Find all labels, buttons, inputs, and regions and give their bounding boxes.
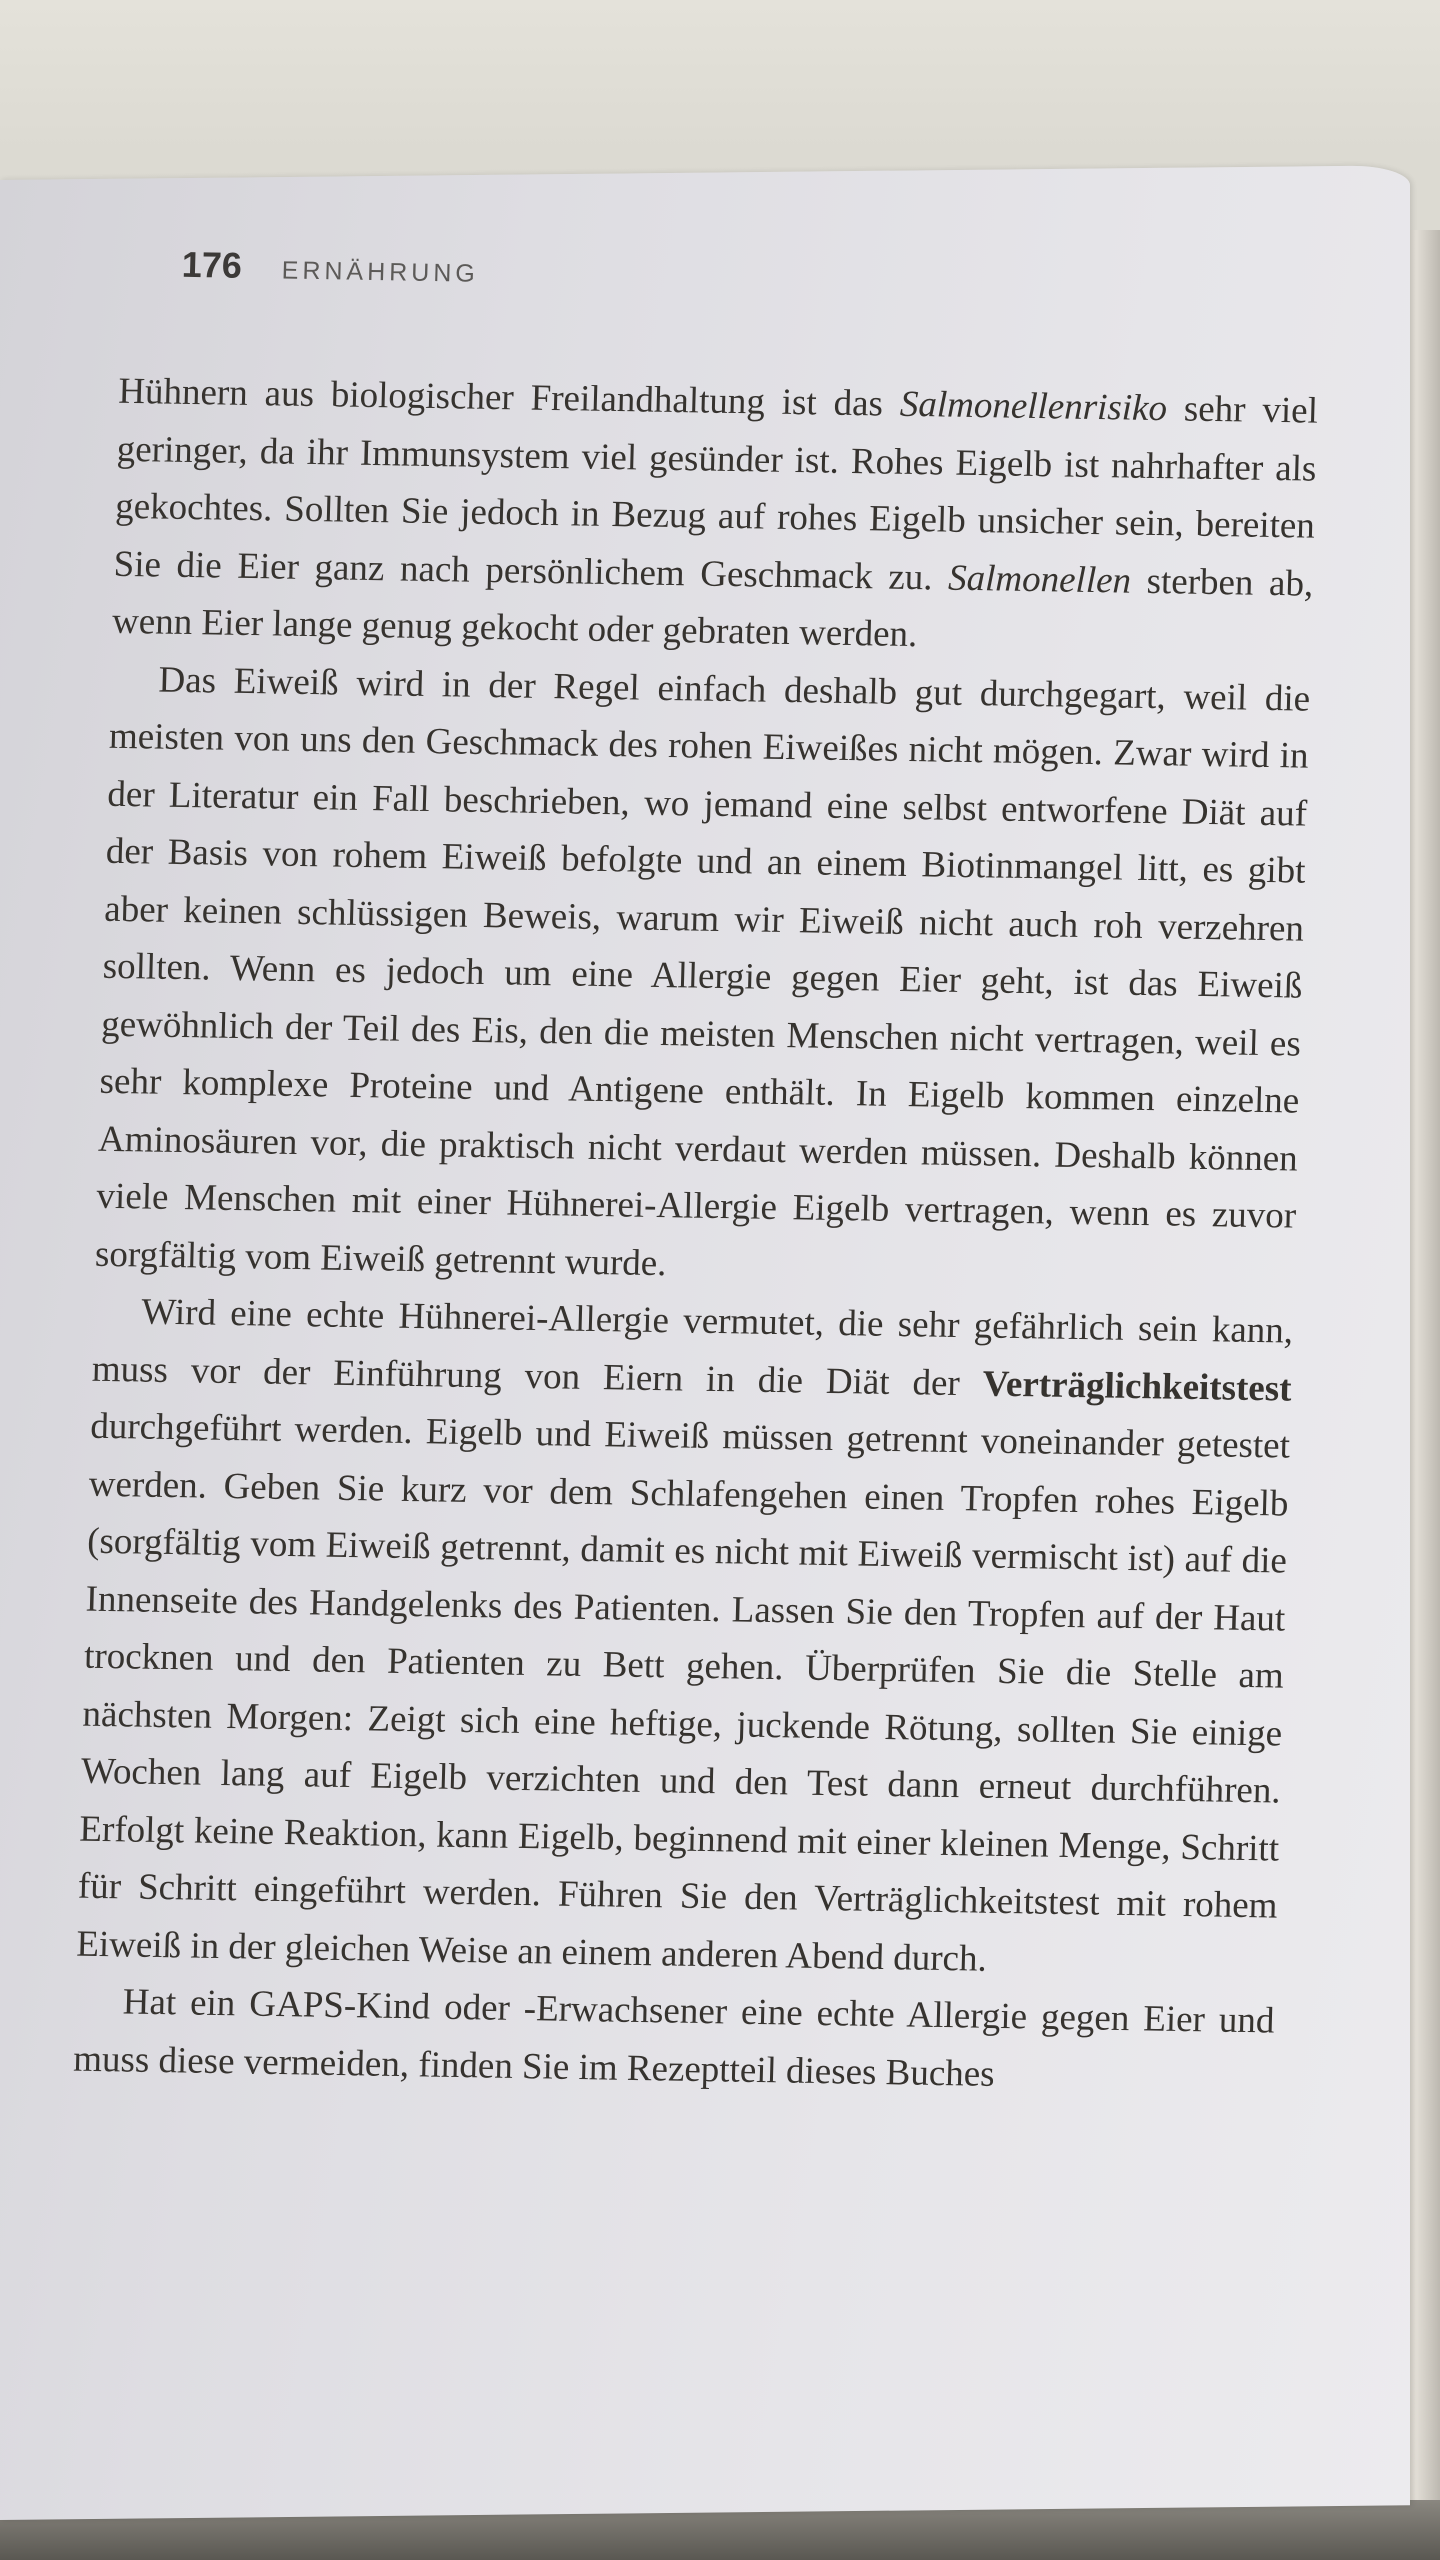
text-segment: Wird eine echte Hühnerei-Allergie vermutet, die sehr gefährlich sein kann, muss vor der Einführung von Eiern in die Diät der [91,1291,1294,1404]
text-segment: Hühnern aus biologischer Freilandhaltung ist das [117,370,901,425]
running-header [181,244,480,309]
paragraph-1 [111,363,1318,670]
text-segment: sterben ab, wenn Eier lange genug gekocht oder gebraten werden. [111,560,1314,656]
book-page [0,165,1410,2520]
text-segment: durchgeführt werden. Eigelb und Eiweiß müssen getrennt voneinander getestet werden. Geben Sie kurz vor dem Schlafengehen einen Tropfen rohes Eigelb (sorgfältig vom Eiweiß getrennt, damit es nicht mit Eiweiß vermischt ist) auf die Innenseite des Handgelenks des Patienten. Lassen Sie den Tropfen auf der Haut trocknen und den Patienten zu Bett gehen. Überprüfen Sie die Stelle am nächsten Morgen: Zeigt sich eine heftige, juckende Rötung, sollten Sie einige Wochen lang auf Eigelb verzichten und den Test dann erneut durchführen. Erfolgt keine Reaktion, kann Eigelb, beginnend mit einer kleinen Menge, Schritt für Schritt eingeführt werden. Führen Sie den Verträglichkeitstest mit rohem Eiweiß in der gleichen Weise an einem anderen Abend durch. [75,1405,1291,1980]
paragraph-3 [76,1283,1294,1993]
text-segment: sehr viel geringer, da ihr Immunsystem viel gesünder ist. Rohes Eigelb ist nahrhafter als gekochtes. Sollten Sie jedoch in Bezug auf rohes Eigelb unsicher sein, bereiten Sie die Eier ganz nach persönlichem Geschmack zu. [113,388,1319,599]
body-text [72,363,1318,2108]
text-segment: Hat ein GAPS-Kind oder -Erwachsener eine echte Allergie gegen Eier und muss diese vermeiden, finden Sie im Rezeptteil dieses Buches [72,1981,1275,2095]
text-segment: Das Eiweiß wird in der Regel einfach deshalb gut durchgegart, weil die meisten von uns den Geschmack des rohen Eiweißes nicht mögen. Zwar wird in der Literatur ein Fall beschrieben, wo jemand eine selbst entworfene Diät auf der Basis von rohem Eiweiß befolgte und an einem Biotinmangel litt, es gibt aber keinen schlüssigen Beweis, warum wir Eiweiß nicht auch roh verzehren sollten. Wenn es jedoch um eine Allergie gegen Eier geht, ist das Eiweiß gewöhnlich der Teil des Eis, den die meisten Menschen nicht vertragen, weil es sehr komplexe Proteine und Antigene enthält. In Eigelb kommen einzelne Aminosäuren vor, die praktisch nicht verdaut werden müssen. Deshalb können viele Menschen mit einer Hühnerei-Allergie Eigelb vertragen, wenn es zuvor sorgfältig vom Eiweiß getrennt wurde. [94,659,1311,1284]
paragraph-4 [72,1973,1275,2108]
text-segment-bold: Verträglichkeitstest [982,1362,1293,1410]
text-segment-italic: Salmonellen [947,557,1132,602]
page-number: 176 [181,243,243,286]
paragraph-2 [94,650,1311,1302]
section-title: ERNÄHRUNG [281,256,480,288]
text-segment-italic: Salmonellenrisiko [899,383,1168,430]
book-page-content [0,161,1434,2524]
